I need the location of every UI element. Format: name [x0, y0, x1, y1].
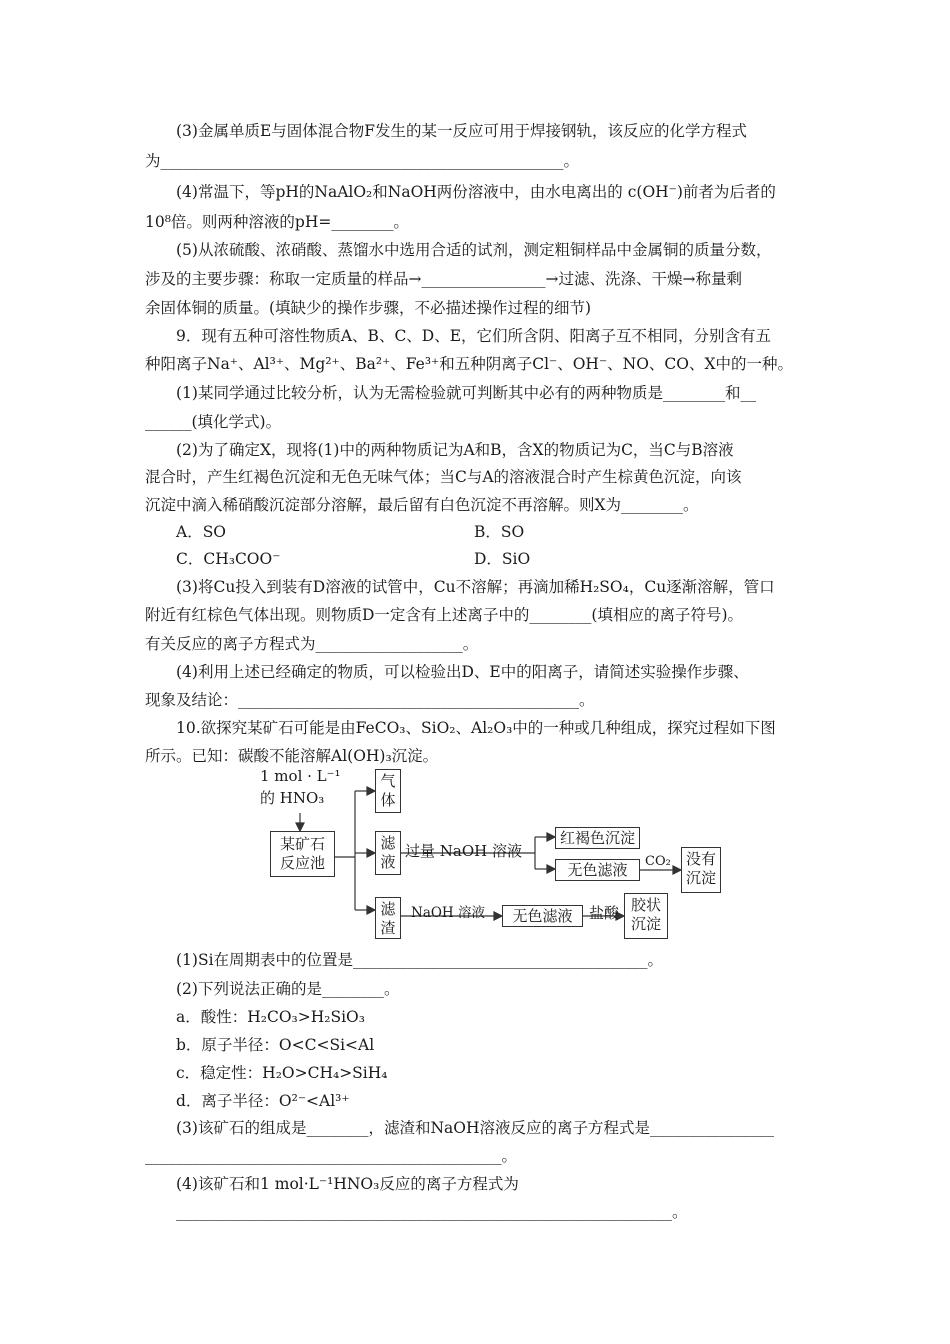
q10-1: (1)Si在周期表中的位置是______________________________________。: [176, 951, 664, 969]
q10-3-line1: (3)该矿石的组成是________，滤渣和NaOH溶液反应的离子方程式是________________: [176, 1119, 774, 1137]
q10-2-option-a: a．酸性：H₂CO₃>H₂SiO₃: [176, 1008, 365, 1026]
no-precipitate-box: 没有沉淀: [681, 847, 721, 893]
q9-2-line2: 混合时，产生红褐色沉淀和无色无味气体；当C与A的溶液混合时产生棕黄色沉淀，向该: [145, 468, 742, 486]
q10-2-option-b: b．原子半径：O<C<Si<Al: [176, 1036, 375, 1054]
excess-naoh-label: 过量 NaOH 溶液: [405, 842, 522, 860]
q9-option-a: A．SO: [176, 523, 227, 541]
q9-stem-line2: 种阳离子Na⁺、Al³⁺、Mg²⁺、Ba²⁺、Fe³⁺和五种阴离子Cl⁻、OH⁻、NO、CO、X中的一种。: [145, 355, 793, 373]
q10-stem-line2: 所示。已知：碳酸不能溶解Al(OH)₃沉淀。: [145, 747, 439, 765]
q9-option-d: D．SiO: [474, 550, 531, 568]
gas-box: 气体: [375, 769, 401, 813]
filtrate-box: 滤液: [375, 831, 401, 875]
q10-stem-line1: 10.欲探究某矿石可能是由FeCO₃、SiO₂、Al₂O₃中的一种或几种组成，探究过程如下图: [176, 719, 776, 737]
reactor-box: 某矿石反应池: [270, 831, 335, 877]
q8-5-line3: 余固体铜的质量。(填缺少的操作步骤，不必描述操作过程的细节): [145, 299, 592, 317]
colorless-filtrate-box-2: 无色滤液: [502, 905, 583, 927]
q8-5-line1: (5)从浓硫酸、浓硝酸、蒸馏水中选用合适的试剂，测定粗铜样品中金属铜的质量分数，: [176, 241, 772, 259]
q9-4-line1: (4)利用上述已经确定的物质，可以检验出D、E中的阳离子，请简述实验操作步骤、: [176, 663, 749, 681]
q10-4-line1: (4)该矿石和1 mol·L⁻¹HNO₃反应的离子方程式为: [176, 1175, 519, 1193]
q9-1-line1: (1)某同学通过比较分析，认为无需检验就可判断其中必有的两种物质是________和__: [176, 384, 756, 402]
q9-3-line1: (3)将Cu投入到装有D溶液的试管中，Cu不溶解；再滴加稀H₂SO₄，Cu逐渐溶解，管口: [176, 578, 775, 596]
q9-option-c: C．CH₃COO⁻: [176, 550, 281, 568]
co2-label: CO₂: [645, 854, 671, 869]
reagent-name: 的 HNO₃: [260, 789, 325, 807]
q9-3-line2: 附近有红棕色气体出现。则物质D一定含有上述离子中的________(填相应的离子符号)。: [145, 606, 744, 624]
red-brown-precipitate-box: 红褐色沉淀: [555, 827, 640, 849]
q10-3-line2: ______________________________________________。: [145, 1147, 518, 1165]
q9-stem-line1: 9．现有五种可溶性物质A、B、C、D、E，它们所含阴、阳离子互不相同，分别含有五: [176, 327, 772, 345]
q9-2-line1: (2)为了确定X，现将(1)中的两种物质记为A和B，含X的物质记为C，当C与B溶液: [176, 441, 734, 459]
hydrochloric-acid-label: 盐酸: [589, 904, 620, 922]
q8-3-line2: 为____________________________________________________。: [145, 152, 580, 170]
q9-1-line2: ______(填化学式)。: [145, 413, 282, 431]
q10-4-line2: ________________________________________________________________。: [176, 1203, 688, 1221]
q9-3-line3: 有关反应的离子方程式为___________________。: [145, 635, 479, 653]
gel-precipitate-box: 胶状沉淀: [624, 893, 668, 939]
q10-2-option-c: c．稳定性：H₂O>CH₄>SiH₄: [176, 1064, 388, 1082]
q9-4-line2: 现象及结论：____________________________________________。: [145, 691, 595, 709]
q9-2-line3: 沉淀中滴入稀硝酸沉淀部分溶解，最后留有白色沉淀不再溶解。则X为________。: [145, 496, 699, 514]
flow-diagram: [255, 765, 735, 945]
q10-2-option-d: d．离子半径：O²⁻<Al³⁺: [176, 1092, 350, 1110]
q10-2: (2)下列说法正确的是________。: [176, 980, 400, 998]
q8-3-line1: (3)金属单质E与固体混合物F发生的某一反应可用于焊接钢轨，该反应的化学方程式: [176, 122, 748, 140]
naoh-solution-label: NaOH 溶液: [411, 905, 485, 921]
q8-4-line2: 10⁸倍。则两种溶液的pH=________。: [145, 213, 409, 231]
residue-box: 滤渣: [375, 897, 401, 939]
colorless-filtrate-box-1: 无色滤液: [555, 859, 640, 881]
q8-5-line2: 涉及的主要步骤：称取一定质量的样品→________________→过滤、洗涤、干燥→称量剩: [145, 270, 742, 288]
q8-4-line1: (4)常温下，等pH的NaAlO₂和NaOH两份溶液中，由水电离出的 c(OH⁻)前者为后者的: [176, 183, 776, 201]
reagent-concentration: 1 mol · L⁻¹: [260, 767, 341, 785]
q9-option-b: B．SO: [474, 523, 525, 541]
